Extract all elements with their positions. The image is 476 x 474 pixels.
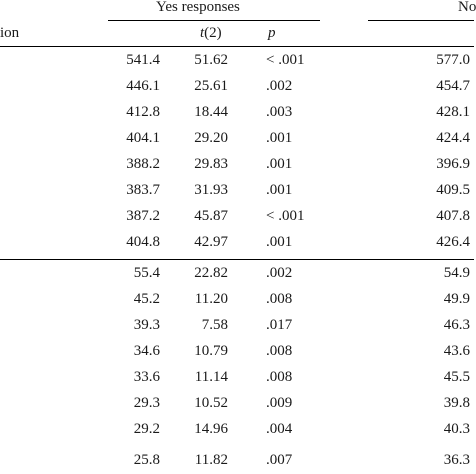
cell-yes-mean: 541.4	[126, 52, 160, 68]
cell-no-mean: 45.5	[443, 369, 470, 385]
group-header-no: No	[458, 0, 476, 15]
cell-yes-mean: 404.8	[126, 234, 160, 250]
cell-p-value: .008	[266, 343, 293, 359]
cell-no-mean: 424.4	[436, 130, 470, 146]
cell-t-value: 29.83	[194, 156, 228, 172]
cell-t-value: 11.14	[194, 369, 228, 385]
cell-t-value: 29.20	[194, 130, 228, 146]
cell-p-value: .001	[266, 182, 293, 198]
cell-t-value: 11.20	[194, 291, 228, 307]
cell-no-mean: 409.5	[436, 182, 470, 198]
cell-yes-mean: 387.2	[126, 208, 160, 224]
cell-t-value: 10.52	[194, 395, 228, 411]
cell-yes-mean: 412.8	[126, 104, 160, 120]
cell-t-value: 11.82	[194, 452, 228, 468]
column-header-t-symbol: t	[200, 25, 205, 41]
cell-no-mean: 54.9	[443, 265, 470, 281]
section-divider-rule	[0, 259, 474, 260]
cell-p-value: .017	[266, 317, 293, 333]
group-underline-yes	[108, 20, 320, 21]
cell-p-value: < .001	[266, 208, 305, 224]
cell-yes-mean: 25.8	[133, 452, 160, 468]
cell-t-value: 18.44	[194, 104, 228, 120]
header-bottom-rule	[0, 46, 474, 47]
cell-p-value: .001	[266, 234, 293, 250]
cell-yes-mean: 404.1	[126, 130, 160, 146]
cell-p-value: .002	[266, 265, 293, 281]
cell-no-mean: 428.1	[436, 104, 470, 120]
cell-yes-mean: 383.7	[126, 182, 160, 198]
cell-p-value: < .001	[266, 52, 305, 68]
cell-no-mean: 39.8	[443, 395, 470, 411]
cell-no-mean: 454.7	[436, 78, 470, 94]
cell-no-mean: 43.6	[443, 343, 470, 359]
cell-p-value: .008	[266, 369, 293, 385]
cell-no-mean: 426.4	[436, 234, 470, 250]
cell-yes-mean: 39.3	[133, 317, 160, 333]
cell-t-value: 45.87	[194, 208, 228, 224]
group-underline-no	[368, 20, 474, 21]
column-header-p: p	[268, 25, 276, 41]
cell-t-value: 51.62	[194, 52, 228, 68]
cell-p-value: .002	[266, 78, 293, 94]
cell-t-value: 10.79	[194, 343, 228, 359]
column-header-t	[200, 24, 222, 42]
cell-yes-mean: 29.2	[133, 421, 160, 437]
cell-no-mean: 40.3	[443, 421, 470, 437]
cell-no-mean: 407.8	[436, 208, 470, 224]
cell-no-mean: 36.3	[443, 452, 470, 468]
cell-t-value: 25.61	[194, 78, 228, 94]
cell-yes-mean: 45.2	[133, 291, 160, 307]
cell-yes-mean: 446.1	[126, 78, 160, 94]
cell-yes-mean: 388.2	[126, 156, 160, 172]
cell-t-value: 42.97	[194, 234, 228, 250]
cell-p-value: .009	[266, 395, 293, 411]
cell-yes-mean: 55.4	[133, 265, 160, 281]
cell-p-value: .004	[266, 421, 293, 437]
cell-no-mean: 577.0	[436, 52, 470, 68]
cell-p-value: .008	[266, 291, 293, 307]
cell-t-value: 14.96	[194, 421, 228, 437]
cell-p-value: .007	[266, 452, 293, 468]
cell-no-mean: 396.9	[436, 156, 470, 172]
cell-yes-mean: 29.3	[133, 395, 160, 411]
cell-t-value: 22.82	[194, 265, 228, 281]
cell-no-mean: 46.3	[443, 317, 470, 333]
cell-p-value: .001	[266, 130, 293, 146]
group-header-yes: Yes responses	[156, 0, 240, 15]
cell-t-value: 7.58	[201, 317, 228, 333]
row-label-header: ion	[0, 25, 20, 41]
cell-t-value: 31.93	[194, 182, 228, 198]
cell-yes-mean: 33.6	[133, 369, 160, 385]
cell-no-mean: 49.9	[443, 291, 470, 307]
column-header-t-df: (2)	[204, 25, 222, 41]
cell-p-value: .003	[266, 104, 293, 120]
cell-p-value: .001	[266, 156, 293, 172]
cell-yes-mean: 34.6	[133, 343, 160, 359]
